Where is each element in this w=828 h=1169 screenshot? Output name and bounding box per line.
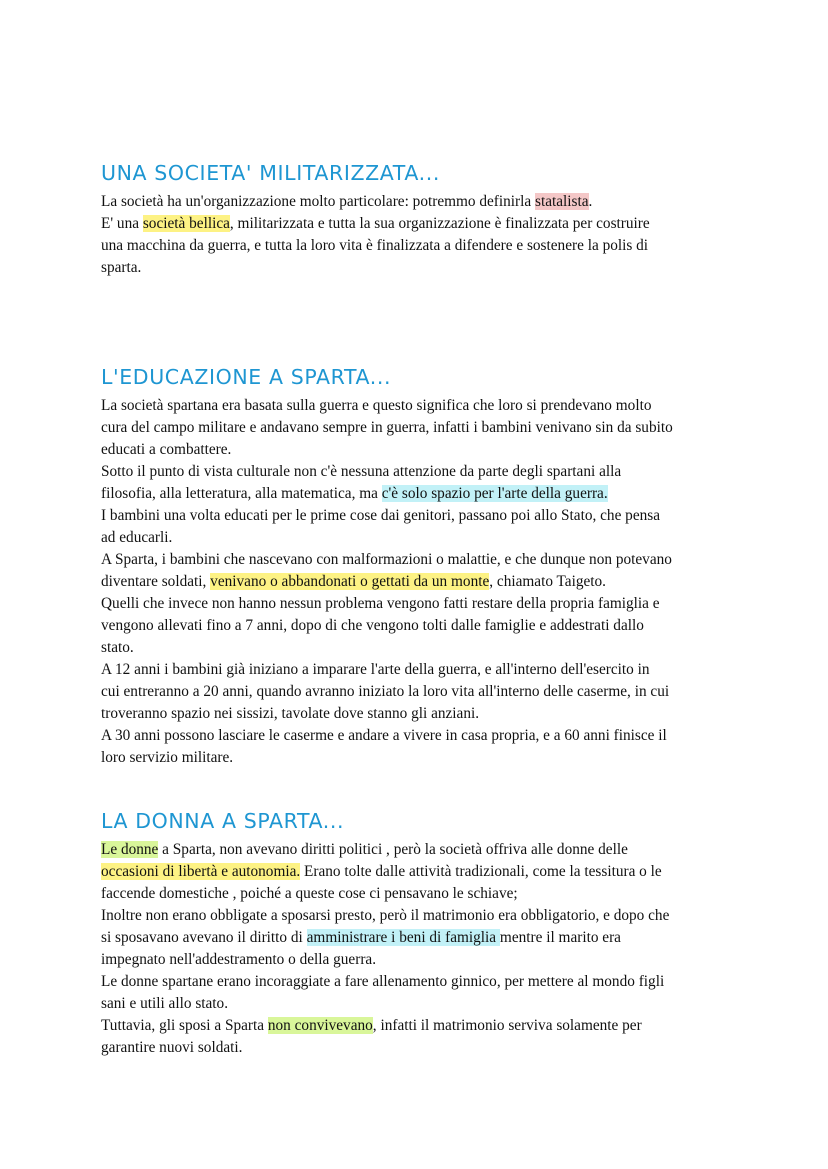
text-line bbox=[101, 905, 731, 927]
text-run: Inoltre non erano obbligate a sposarsi presto, però il matrimonio era obbligatorio, e dopo che bbox=[101, 907, 670, 924]
text-line bbox=[101, 571, 731, 593]
text-line bbox=[101, 191, 731, 213]
text-line bbox=[101, 883, 731, 905]
section-heading: UNA SOCIETA' MILITARIZZATA... bbox=[101, 161, 440, 185]
highlighted-text: occasioni di libertà e autonomia. bbox=[101, 863, 301, 880]
section-body bbox=[101, 191, 731, 279]
text-run: A 12 anni i bambini già iniziano a imparare l'arte della guerra, e all'interno dell'esercito in bbox=[101, 661, 650, 678]
text-run: vengono allevati fino a 7 anni, dopo di che vengono tolti dalle famiglie e addestrati dallo bbox=[101, 617, 644, 634]
text-line bbox=[101, 593, 731, 615]
text-run: una macchina da guerra, e tutta la loro vita è finalizzata a difendere e sostenere la polis di bbox=[101, 237, 649, 254]
text-line bbox=[101, 615, 731, 637]
text-run: mentre il marito era bbox=[499, 929, 621, 946]
text-line bbox=[101, 235, 731, 257]
text-run: loro servizio militare. bbox=[101, 749, 234, 766]
section-body bbox=[101, 839, 731, 1059]
text-line bbox=[101, 839, 731, 861]
section-donna-sparta bbox=[101, 806, 731, 1059]
text-run: E' una bbox=[101, 215, 143, 232]
text-run: , infatti il matrimonio serviva solamente per bbox=[372, 1017, 642, 1034]
text-run: A Sparta, i bambini che nascevano con malformazioni o malattie, e che dunque non potevano bbox=[101, 551, 672, 568]
text-run: Erano tolte dalle attività tradizionali, come la tessitura o le bbox=[300, 863, 662, 880]
text-run: Quelli che invece non hanno nessun problema vengono fatti restare della propria famiglia e bbox=[101, 595, 660, 612]
section-heading: L'EDUCAZIONE A SPARTA... bbox=[101, 365, 392, 389]
text-line bbox=[101, 747, 731, 769]
text-line bbox=[101, 725, 731, 747]
text-run: La società ha un'organizzazione molto particolare: potremmo definirla bbox=[101, 193, 536, 210]
text-line bbox=[101, 949, 731, 971]
text-run: educati a combattere. bbox=[101, 441, 232, 458]
text-line bbox=[101, 703, 731, 725]
highlighted-text: non convivevano bbox=[267, 1017, 373, 1034]
text-line bbox=[101, 659, 731, 681]
text-line bbox=[101, 549, 731, 571]
text-run: Sotto il punto di vista culturale non c'è nessuna attenzione da parte degli spartani alla bbox=[101, 463, 622, 480]
text-run: faccende domestiche , poiché a queste cose ci pensavano le schiave; bbox=[101, 885, 518, 902]
highlighted-text: società bellica bbox=[142, 215, 230, 232]
text-line bbox=[101, 395, 731, 417]
text-run: ad educarli. bbox=[101, 529, 173, 546]
text-line bbox=[101, 927, 731, 949]
section-societa-militarizzata bbox=[101, 158, 731, 279]
text-line bbox=[101, 1037, 731, 1059]
text-run: si sposavano avevano il diritto di bbox=[101, 929, 307, 946]
text-line bbox=[101, 505, 731, 527]
section-heading: LA DONNA A SPARTA... bbox=[101, 809, 345, 833]
text-line bbox=[101, 213, 731, 235]
section-body bbox=[101, 395, 731, 769]
text-run: cui entreranno a 20 anni, quando avranno iniziato la loro vita all'interno delle caserme, in cui bbox=[101, 683, 670, 700]
text-run: La società spartana era basata sulla guerra e questo significa che loro si prendevano molto bbox=[101, 397, 652, 414]
text-line bbox=[101, 861, 731, 883]
text-line bbox=[101, 439, 731, 461]
highlighted-text: amministrare i beni di famiglia bbox=[306, 929, 500, 946]
text-line bbox=[101, 527, 731, 549]
highlighted-text: venivano o abbandonati o gettati da un monte bbox=[210, 573, 490, 590]
text-run: sani e utili allo stato. bbox=[101, 995, 229, 1012]
text-run: cura del campo militare e andavano sempre in guerra, infatti i bambini venivano sin da subito bbox=[101, 419, 673, 436]
text-line bbox=[101, 637, 731, 659]
highlighted-text: statalista bbox=[535, 193, 589, 210]
text-run: sparta. bbox=[101, 259, 142, 276]
text-run: , chiamato Taigeto. bbox=[489, 573, 607, 590]
text-run: , militarizzata e tutta la sua organizzazione è finalizzata per costruire bbox=[229, 215, 650, 232]
text-line bbox=[101, 257, 731, 279]
text-line bbox=[101, 993, 731, 1015]
text-run: impegnato nell'addestramento o della guerra. bbox=[101, 951, 377, 968]
text-run: garantire nuovi soldati. bbox=[101, 1039, 243, 1056]
text-line bbox=[101, 971, 731, 993]
text-line bbox=[101, 483, 731, 505]
text-run: diventare soldati, bbox=[101, 573, 211, 590]
text-line bbox=[101, 681, 731, 703]
text-run: A 30 anni possono lasciare le caserme e andare a vivere in casa propria, e a 60 anni finisce il bbox=[101, 727, 667, 744]
text-run: stato. bbox=[101, 639, 134, 656]
text-run: filosofia, alla letteratura, alla matematica, ma bbox=[101, 485, 382, 502]
text-run: Le donne spartane erano incoraggiate a fare allenamento ginnico, per mettere al mondo figli bbox=[101, 973, 665, 990]
text-line bbox=[101, 461, 731, 483]
text-line bbox=[101, 417, 731, 439]
text-run: troveranno spazio nei sissizi, tavolate dove stanno gli anziani. bbox=[101, 705, 480, 722]
highlighted-text: c'è solo spazio per l'arte della guerra. bbox=[381, 485, 608, 502]
section-educazione-sparta bbox=[101, 362, 731, 769]
highlighted-text: Le donne bbox=[101, 841, 159, 858]
text-line bbox=[101, 1015, 731, 1037]
text-run: I bambini una volta educati per le prime cose dai genitori, passano poi allo Stato, che pensa bbox=[101, 507, 661, 524]
text-run: a Sparta, non avevano diritti politici , però la società offriva alle donne delle bbox=[158, 841, 628, 858]
text-run: . bbox=[588, 193, 593, 210]
text-run: Tuttavia, gli sposi a Sparta bbox=[101, 1017, 268, 1034]
